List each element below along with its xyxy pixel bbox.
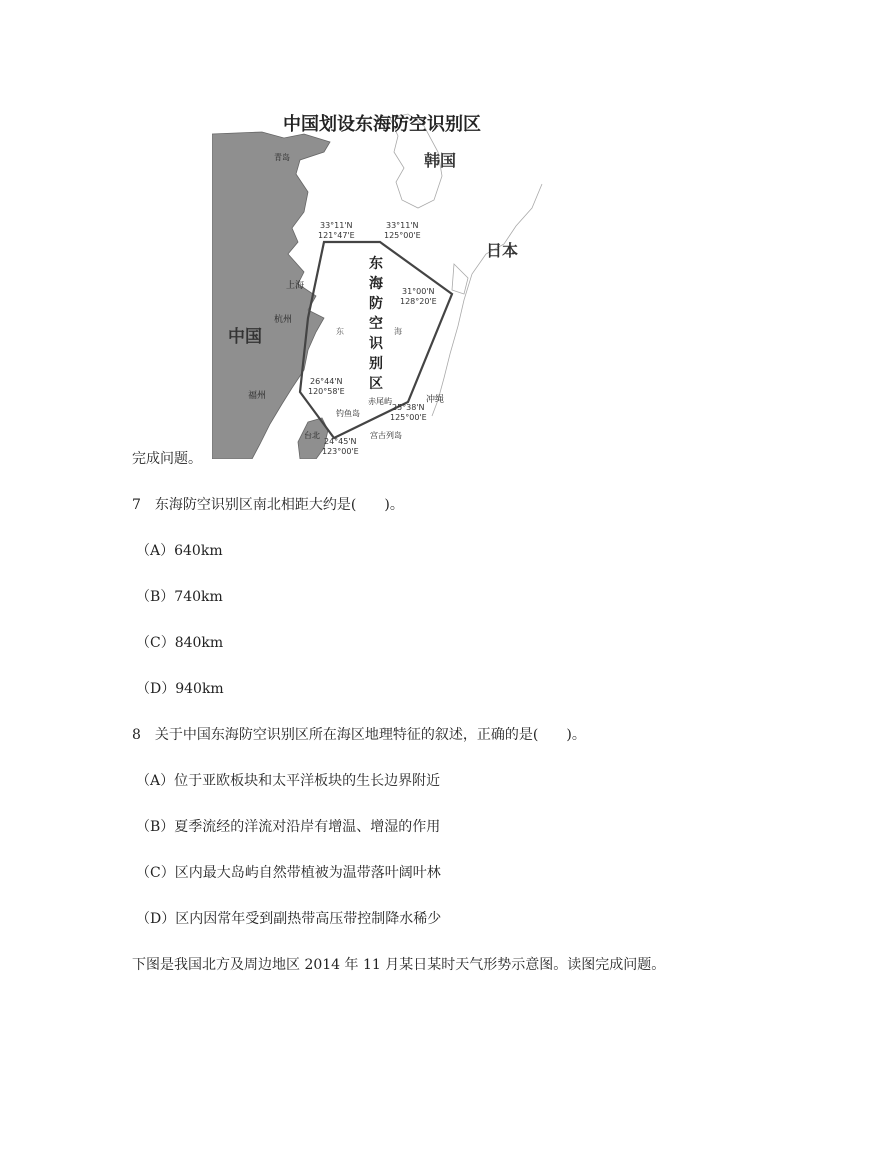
next-section-intro: 下图是我国北方及周边地区 2014 年 11 月某日某时天气形势示意图。读图完成问题。 (132, 957, 666, 973)
coord-se-lon: 125°00'E (390, 413, 427, 422)
zone-char-2: 海 (369, 276, 383, 292)
coord-ne-lat: 33°11'N (386, 221, 419, 230)
label-taibei: 台北 (304, 431, 320, 440)
coord-e-lon: 128°20'E (400, 297, 437, 306)
coord-ne-lon: 125°00'E (384, 231, 421, 240)
label-diaoyudao: 钓鱼岛 (336, 409, 360, 418)
coord-e-lat: 31°00'N (402, 287, 435, 296)
coord-sw-lon: 120°58'E (308, 387, 345, 396)
label-korea: 韩国 (424, 151, 457, 170)
q7-option-b: （B）740km (136, 589, 223, 605)
zone-char-7: 区 (369, 376, 383, 392)
coord-sw-lat: 26°44'N (310, 377, 343, 386)
question-8: 8 关于中国东海防空识别区所在海区地理特征的叙述，正确的是( )。 (132, 727, 586, 743)
label-fuzhou: 福州 (248, 391, 267, 401)
coord-nw-lat: 33°11'N (320, 221, 353, 230)
q7-option-c: （C）840km (136, 635, 224, 651)
label-chiweiyu: 赤尾屿 (368, 397, 392, 406)
label-miyako: 宫古列岛 (370, 431, 402, 440)
coord-s-lat: 24°45'N (324, 437, 357, 446)
zone-char-4: 空 (369, 316, 383, 332)
zone-char-1: 东 (369, 256, 383, 272)
zone-char-5: 识 (369, 336, 383, 352)
label-sea-hai: 海 (394, 327, 402, 336)
q8-option-b: （B）夏季流经的洋流对沿岸有增温、增湿的作用 (136, 819, 441, 835)
label-okinawa: 冲绳 (426, 395, 445, 405)
q8-option-c: （C）区内最大岛屿自然带植被为温带落叶阔叶林 (136, 865, 441, 881)
coord-nw-lon: 121°47'E (318, 231, 355, 240)
q8-option-d: （D）区内因常年受到副热带高压带控制降水稀少 (136, 911, 442, 927)
q7-option-a: （A）640km (136, 543, 223, 559)
map-title: 中国划设东海防空识别区 (283, 114, 481, 135)
q8-option-a: （A）位于亚欧板块和太平洋板块的生长边界附近 (136, 773, 441, 789)
q7-option-d: （D）940km (136, 681, 224, 697)
label-shanghai: 上海 (286, 281, 305, 291)
zone-char-6: 别 (369, 356, 383, 372)
question-7: 7 东海防空识别区南北相距大约是( )。 (132, 497, 404, 513)
label-sea-dong: 东 (336, 327, 344, 336)
label-qingdao: 青岛 (274, 153, 290, 162)
label-hangzhou: 杭州 (274, 315, 293, 325)
east-china-sea-adiz-map (212, 104, 552, 459)
intro-tail: 完成问题。 (132, 451, 202, 467)
zone-char-3: 防 (369, 296, 383, 312)
label-china: 中国 (228, 327, 262, 347)
coord-s-lon: 123°00'E (322, 447, 359, 456)
coord-se-lat: 25°38'N (392, 403, 425, 412)
label-japan: 日本 (486, 241, 519, 260)
